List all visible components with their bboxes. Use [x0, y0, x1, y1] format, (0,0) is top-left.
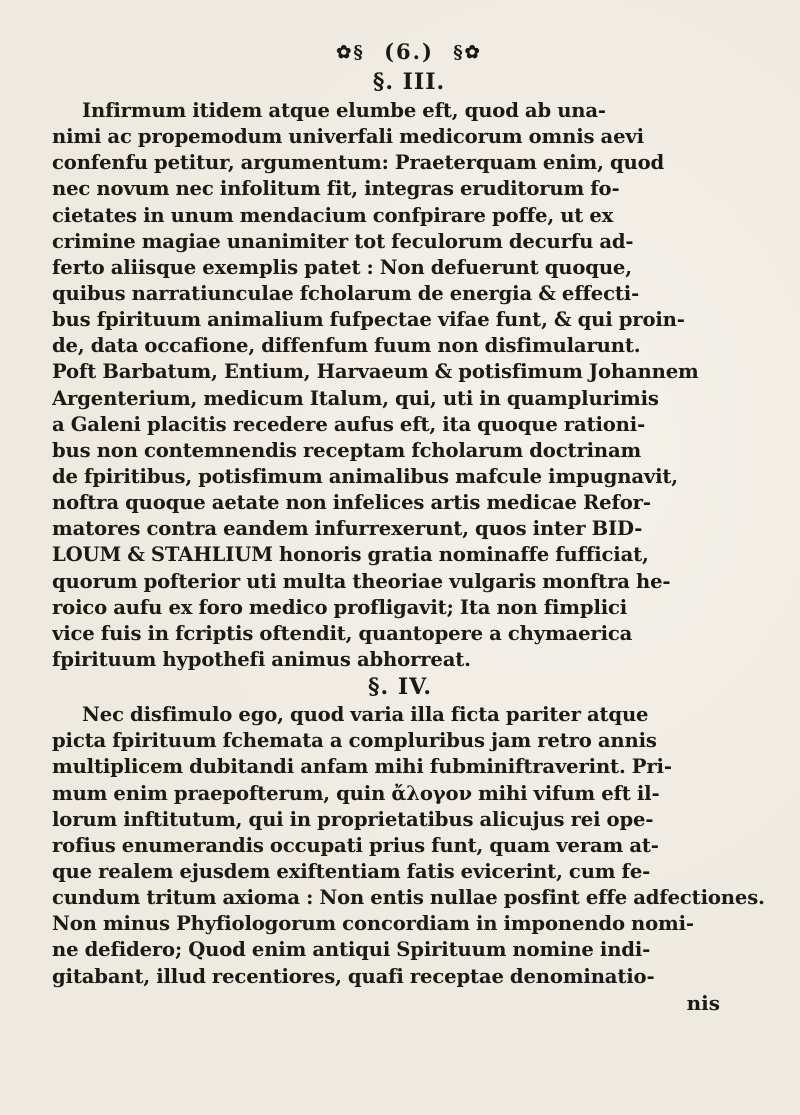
text-line: Non minus Phyfiologorum concordiam in imponendo nomi- — [52, 912, 694, 936]
text-line: quorum pofterior uti multa theoriae vulgaris monftra he- — [52, 569, 671, 593]
page-number: (6.) — [384, 39, 434, 64]
text-line: nec novum nec infolitum fit, integras eruditorum fo- — [52, 177, 620, 201]
text-line: multiplicem dubitandi anfam mihi fubminiftraverint. Pri- — [52, 755, 672, 779]
page-header — [52, 38, 766, 66]
text-line: Infirmum itidem atque elumbe eft, quod ab una- — [82, 99, 606, 122]
text-line: picta fpirituum fchemata a compluribus jam retro annis — [52, 729, 657, 753]
text-line: que realem ejusdem exiftentiam fatis evicerint, cum fe- — [52, 859, 651, 883]
text-line: cundum tritum axioma : Non entis nullae posfint effe adfectiones. — [52, 886, 765, 910]
text-line: quibus narratiunculae fcholarum de energia & effecti- — [52, 281, 640, 305]
text-line: roico aufu ex foro medico profligavit; Ita non fimplici — [52, 595, 628, 619]
text-line: cietates in unum mendacium confpirare poffe, ut ex — [52, 203, 614, 227]
text-line: bus non contemnendis receptam fcholarum doctrinam — [52, 438, 642, 462]
text-line: LOUM & STAHLIUM honoris gratia nominaffe fufficiat, — [52, 543, 649, 567]
ornament-left-icon: ✿§ — [336, 42, 365, 63]
section-iii-body — [52, 98, 766, 673]
text-line: a Galeni placitis recedere aufus eft, ita quoque rationi- — [52, 412, 646, 436]
section-iv-body — [52, 702, 766, 990]
text-line: Argenterium, medicum Italum, qui, uti in quamplurimis — [52, 386, 659, 410]
text-line: mum enim praepofterum, quin ἄλογον mihi vifum eft il- — [52, 781, 660, 805]
text-line: fpirituum hypothefi animus abhorreat. — [52, 647, 471, 671]
text-line: rofius enumerandis occupati prius funt, quam veram at- — [52, 833, 659, 857]
ornament-right-icon: §✿ — [453, 42, 482, 63]
text-line: crimine magiae unanimiter tot feculorum decurfu ad- — [52, 229, 634, 253]
text-line: lorum inftitutum, qui in proprietatibus alicujus rei ope- — [52, 807, 654, 831]
section-heading-iii: §. III. — [372, 69, 446, 95]
text-line: de fpiritibus, potisfimum animalibus mafcule impugnavit, — [52, 464, 678, 488]
text-line: matores contra eandem infurrexerunt, quos inter BID- — [52, 517, 643, 541]
text-line: ferto aliisque exemplis patet : Non defuerunt quoque, — [52, 255, 632, 279]
text-line: nimi ac propemodum univerfali medicorum omnis aevi — [52, 125, 644, 149]
section-heading-iv: §. IV. — [368, 674, 432, 701]
text-line: vice fuis in fcriptis oftendit, quantopere a chymaerica — [52, 621, 633, 645]
text-line: confenfu petitur, argumentum: Praeterquam enim, quod — [52, 151, 665, 175]
text-line: Nec disfimulo ego, quod varia illa ficta pariter atque — [82, 703, 649, 727]
catchword: nis — [686, 990, 720, 1015]
text-line: noftra quoque aetate non infelices artis medicae Refor- — [52, 491, 651, 515]
text-line: ne defidero; Quod enim antiqui Spirituum nomine indi- — [52, 938, 651, 962]
text-line: gitabant, illud recentiores, quafi receptae denominatio- — [52, 964, 655, 988]
text-line: bus fpirituum animalium fufpectae vifae funt, & qui proin- — [52, 308, 685, 332]
text-line: Poft Barbatum, Entium, Harvaeum & potisfimum Johannem — [52, 360, 699, 384]
text-line: de, data occafione, diffenfum fuum non disfimularunt. — [52, 334, 641, 358]
